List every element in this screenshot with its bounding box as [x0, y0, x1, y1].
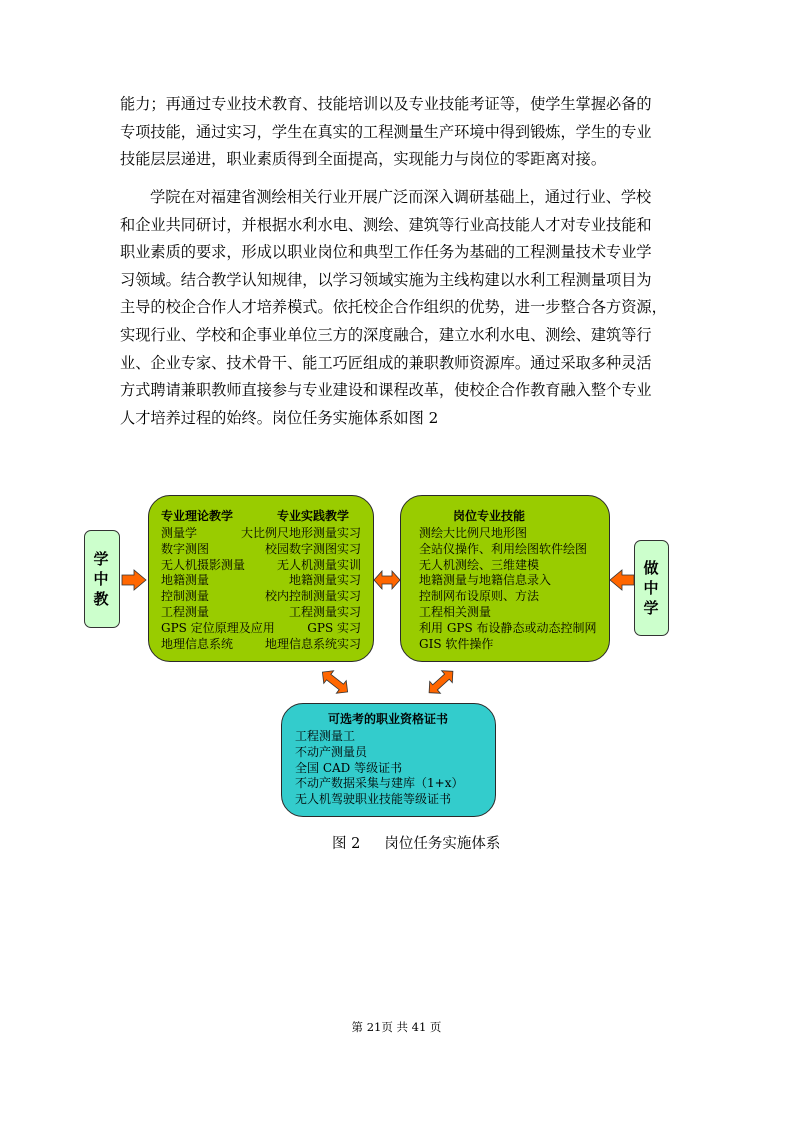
text-line: 实现行业、学校和企事业单位三方的深度融合，建立水利水电、测绘、建筑等行: [120, 325, 652, 344]
paragraph-2: [120, 184, 678, 432]
list-item: 地理信息系统实习: [264, 636, 361, 651]
text-line: 职业素质的要求，形成以职业岗位和典型工作任务为基础的工程测量技术专业学: [120, 243, 652, 262]
list-item: 不动产测量员: [295, 744, 368, 759]
list-item: 无人机摄影测量: [161, 557, 246, 572]
side-label-learn-teach: [84, 530, 120, 628]
list-item: 利用 GPS 布设静态或动态控制网: [419, 620, 597, 635]
certificate-box: [281, 703, 496, 817]
text-line: 方式聘请兼职教师直接参与专业建设和课程改革，使校企合作教育融入整个专业: [120, 381, 652, 400]
list-item: 工程测量: [161, 604, 210, 619]
text-line: 习领域。结合教学认知规律，以学习领域实施为主线构建以水利工程测量项目为: [120, 270, 652, 289]
text-line: 和企业共同研讨，并根据水利水电、测绘、建筑等行业高技能人才对专业技能和: [120, 215, 652, 234]
diagonal-double-arrow-icon: [424, 668, 458, 696]
text-line: 人才培养过程的始终。岗位任务实施体系如图 2: [120, 408, 439, 427]
teaching-box: [148, 495, 374, 662]
figure-number: 图 2: [332, 836, 361, 852]
list-item: 控制网布设原则、方法: [419, 589, 540, 604]
left-arrow-icon: [608, 570, 634, 590]
theory-title: 专业理论教学: [161, 509, 234, 523]
text-line: 学院在对福建省测绘相关行业开展广泛而深入调研基础上，通过行业、学校: [150, 188, 652, 206]
list-item: 无人机驾驶职业技能等级证书: [295, 792, 452, 807]
list-item: 无人机测量实训: [276, 557, 361, 572]
side-label-text: 学中教: [93, 550, 109, 608]
text-line: 技能层层递进，职业素质得到全面提高，实现能力与岗位的零距离对接。: [120, 150, 606, 169]
skills-list: [419, 526, 597, 652]
page-footer: 第 21页 共 41 页: [351, 1020, 442, 1034]
list-item: GPS 定位原理及应用: [161, 620, 275, 635]
list-item: 测绘大比例尺地形图: [419, 526, 528, 540]
list-item: 地籍测量实习: [288, 573, 361, 588]
right-arrow-icon: [122, 570, 148, 590]
side-label-text: 做中学: [643, 559, 659, 617]
list-item: 大比例尺地形测量实习: [240, 526, 361, 540]
skills-title: 岗位专业技能: [453, 509, 526, 523]
list-item: 数字测图: [161, 541, 210, 556]
list-item: 测量学: [161, 526, 198, 540]
list-item: 控制测量: [161, 589, 210, 604]
double-arrow-icon: [374, 569, 400, 591]
diagonal-double-arrow-icon: [318, 668, 352, 696]
text-line: 业、企业专家、技术骨干、能工巧匠组成的兼职教师资源库。通过采取多种灵活: [120, 353, 652, 372]
certificate-list: [295, 729, 463, 808]
list-item: 校内控制测量实习: [264, 589, 361, 604]
side-label-do-learn: [634, 540, 669, 636]
list-item: 校园数字测图实习: [264, 541, 361, 556]
list-item: GIS 软件操作: [419, 636, 494, 651]
certificate-title: 可选考的职业资格证书: [328, 712, 449, 726]
list-item: 无人机测绘、三维建模: [419, 557, 540, 572]
paragraph-1: [120, 91, 678, 174]
figure-caption: [332, 832, 524, 853]
text-line: 能力；再通过专业技术教育、技能培训以及专业技能考证等，使学生掌握必备的: [120, 95, 652, 113]
skills-box: [400, 495, 610, 662]
list-item: 地籍测量: [161, 573, 210, 588]
list-item: 全国 CAD 等级证书: [295, 760, 403, 775]
figure-title: 岗位任务实施体系: [384, 836, 501, 852]
list-item: 地籍测量与地籍信息录入: [419, 573, 552, 588]
list-item: 工程相关测量: [419, 604, 492, 619]
text-line: 专项技能，通过实习，学生在真实的工程测量生产环境中得到锻炼，学生的专业: [120, 122, 652, 141]
list-item: 工程测量工: [295, 729, 356, 743]
practice-list: [241, 526, 361, 652]
text-line: 主导的校企合作人才培养模式。依托校企合作组织的优势，进一步整合各方资源，: [120, 298, 667, 317]
list-item: GPS 实习: [307, 620, 361, 635]
list-item: 不动产数据采集与建库（1+x）: [295, 776, 464, 791]
list-item: 地理信息系统: [161, 636, 234, 651]
practice-title: 专业实践教学: [277, 509, 350, 523]
list-item: 全站仪操作、利用绘图软件绘图: [419, 541, 588, 556]
list-item: 工程测量实习: [288, 604, 361, 619]
